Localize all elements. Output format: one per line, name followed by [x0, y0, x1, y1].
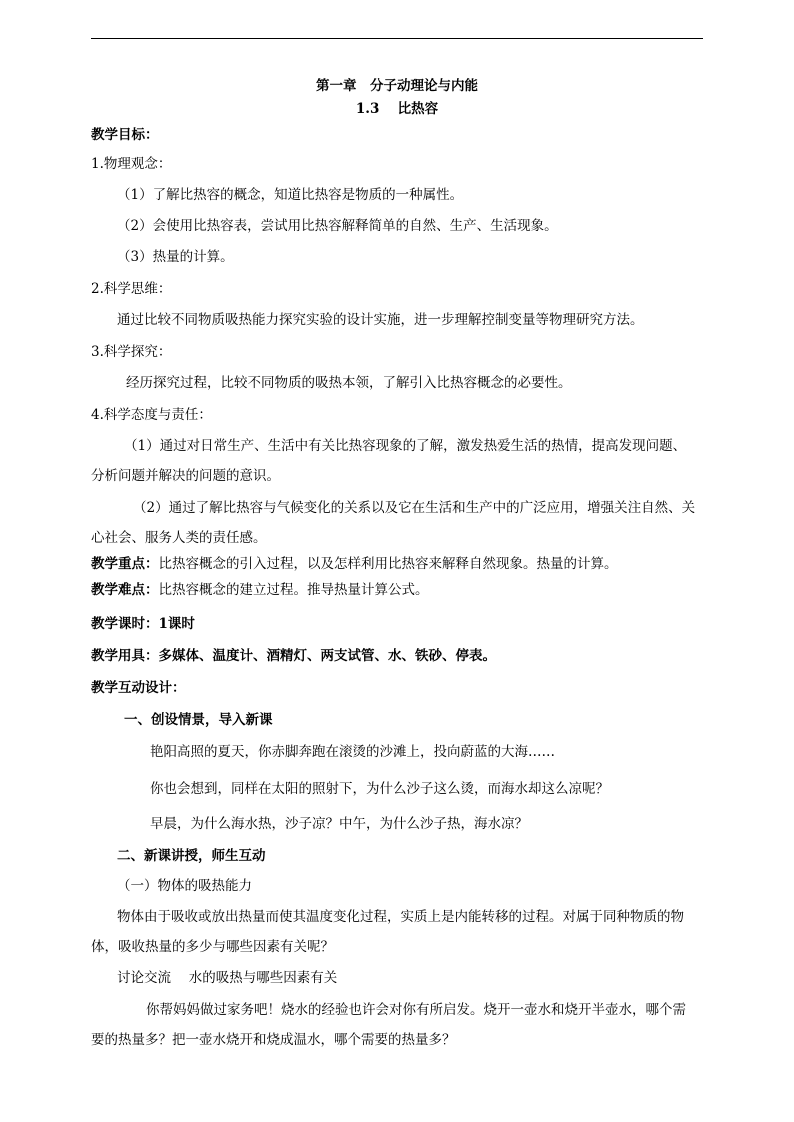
goal-4-item-1: （1）通过对日常生产、生活中有关比热容现象的了解，激发热爱生活的热情，提高发现问题、	[124, 438, 687, 454]
goal-1-item: （2）会使用比热容表，尝试用比热容解释简单的自然、生产、生活现象。	[117, 218, 558, 234]
difficulties-label: 教学难点：	[91, 582, 159, 598]
goals-heading: 教学目标：	[91, 127, 159, 143]
part-2-subsection: （一）物体的吸热能力	[117, 878, 252, 894]
goal-2-title: 2.科学思维：	[91, 281, 172, 297]
goal-4-item-2-cont: 心社会、服务人类的责任感。	[91, 530, 267, 546]
part-1-line: 早晨，为什么海水热，沙子凉？中午，为什么沙子热，海水凉？	[150, 816, 528, 832]
goal-1-title: 1.物理观念：	[91, 156, 172, 172]
goal-1-item: （1）了解比热容的概念，知道比热容是物质的一种属性。	[117, 187, 464, 203]
part-2-paragraph-1-cont: 体，吸收热量的多少与哪些因素有关呢？	[91, 939, 334, 955]
key-points-text: 比热容概念的引入过程，以及怎样利用比热容来解释自然现象。热量的计算。	[158, 556, 618, 572]
header-rule	[91, 38, 703, 39]
part-1-line: 艳阳高照的夏天，你赤脚奔跑在滚烫的沙滩上，投向蔚蓝的大海……	[150, 744, 555, 760]
goal-2-text: 通过比较不同物质吸热能力探究实验的设计实施，进一步理解控制变量等物理研究方法。	[117, 312, 644, 328]
part-2-paragraph-1: 物体由于吸收或放出热量而使其温度变化过程，实质上是内能转移的过程。对属于同种物质的物	[117, 909, 684, 925]
key-points-label: 教学重点：	[91, 556, 159, 572]
goal-4-title: 4.科学态度与责任：	[91, 407, 212, 423]
difficulties-text: 比热容概念的建立过程。推导热量计算公式。	[158, 582, 429, 598]
part-1-title: 一、创设情景，导入新课	[124, 712, 273, 728]
class-hours: 教学课时：1课时	[91, 616, 195, 632]
part-2-paragraph-2: 你帮妈妈做过家务吧！烧水的经验也许会对你有所启发。烧开一壶水和烧开半壶水，哪个需	[146, 1002, 686, 1018]
discussion-heading: 讨论交流 水的吸热与哪些因素有关	[117, 970, 338, 986]
design-heading: 教学互动设计：	[91, 680, 186, 696]
part-1-line: 你也会想到，同样在太阳的照射下，为什么沙子这么烫，而海水却这么凉呢？	[150, 781, 609, 797]
part-2-paragraph-2-cont: 要的热量多？把一壶水烧开和烧成温水，哪个需要的热量多？	[91, 1032, 456, 1048]
part-2-title: 二、新课讲授，师生互动	[117, 848, 266, 864]
chapter-title: 第一章 分子动理论与内能	[316, 78, 478, 94]
goal-3-text: 经历探究过程，比较不同物质的吸热本领，了解引入比热容概念的必要性。	[126, 375, 572, 391]
goal-4-item-2: （2）通过了解比热容与气候变化的关系以及它在生活和生产中的广泛应用，增强关注自然、关	[133, 500, 696, 516]
difficulties	[91, 581, 429, 599]
key-points	[91, 555, 618, 573]
teaching-tools: 教学用具：多媒体、温度计、酒精灯、两支试管、水、铁砂、停表。	[91, 648, 496, 664]
goal-3-title: 3.科学探究：	[91, 344, 172, 360]
goal-4-item-1-cont: 分析问题并解决的问题的意识。	[91, 468, 280, 484]
goal-1-item: （3）热量的计算。	[117, 249, 234, 265]
section-title: 1.3 比热容	[355, 101, 439, 117]
